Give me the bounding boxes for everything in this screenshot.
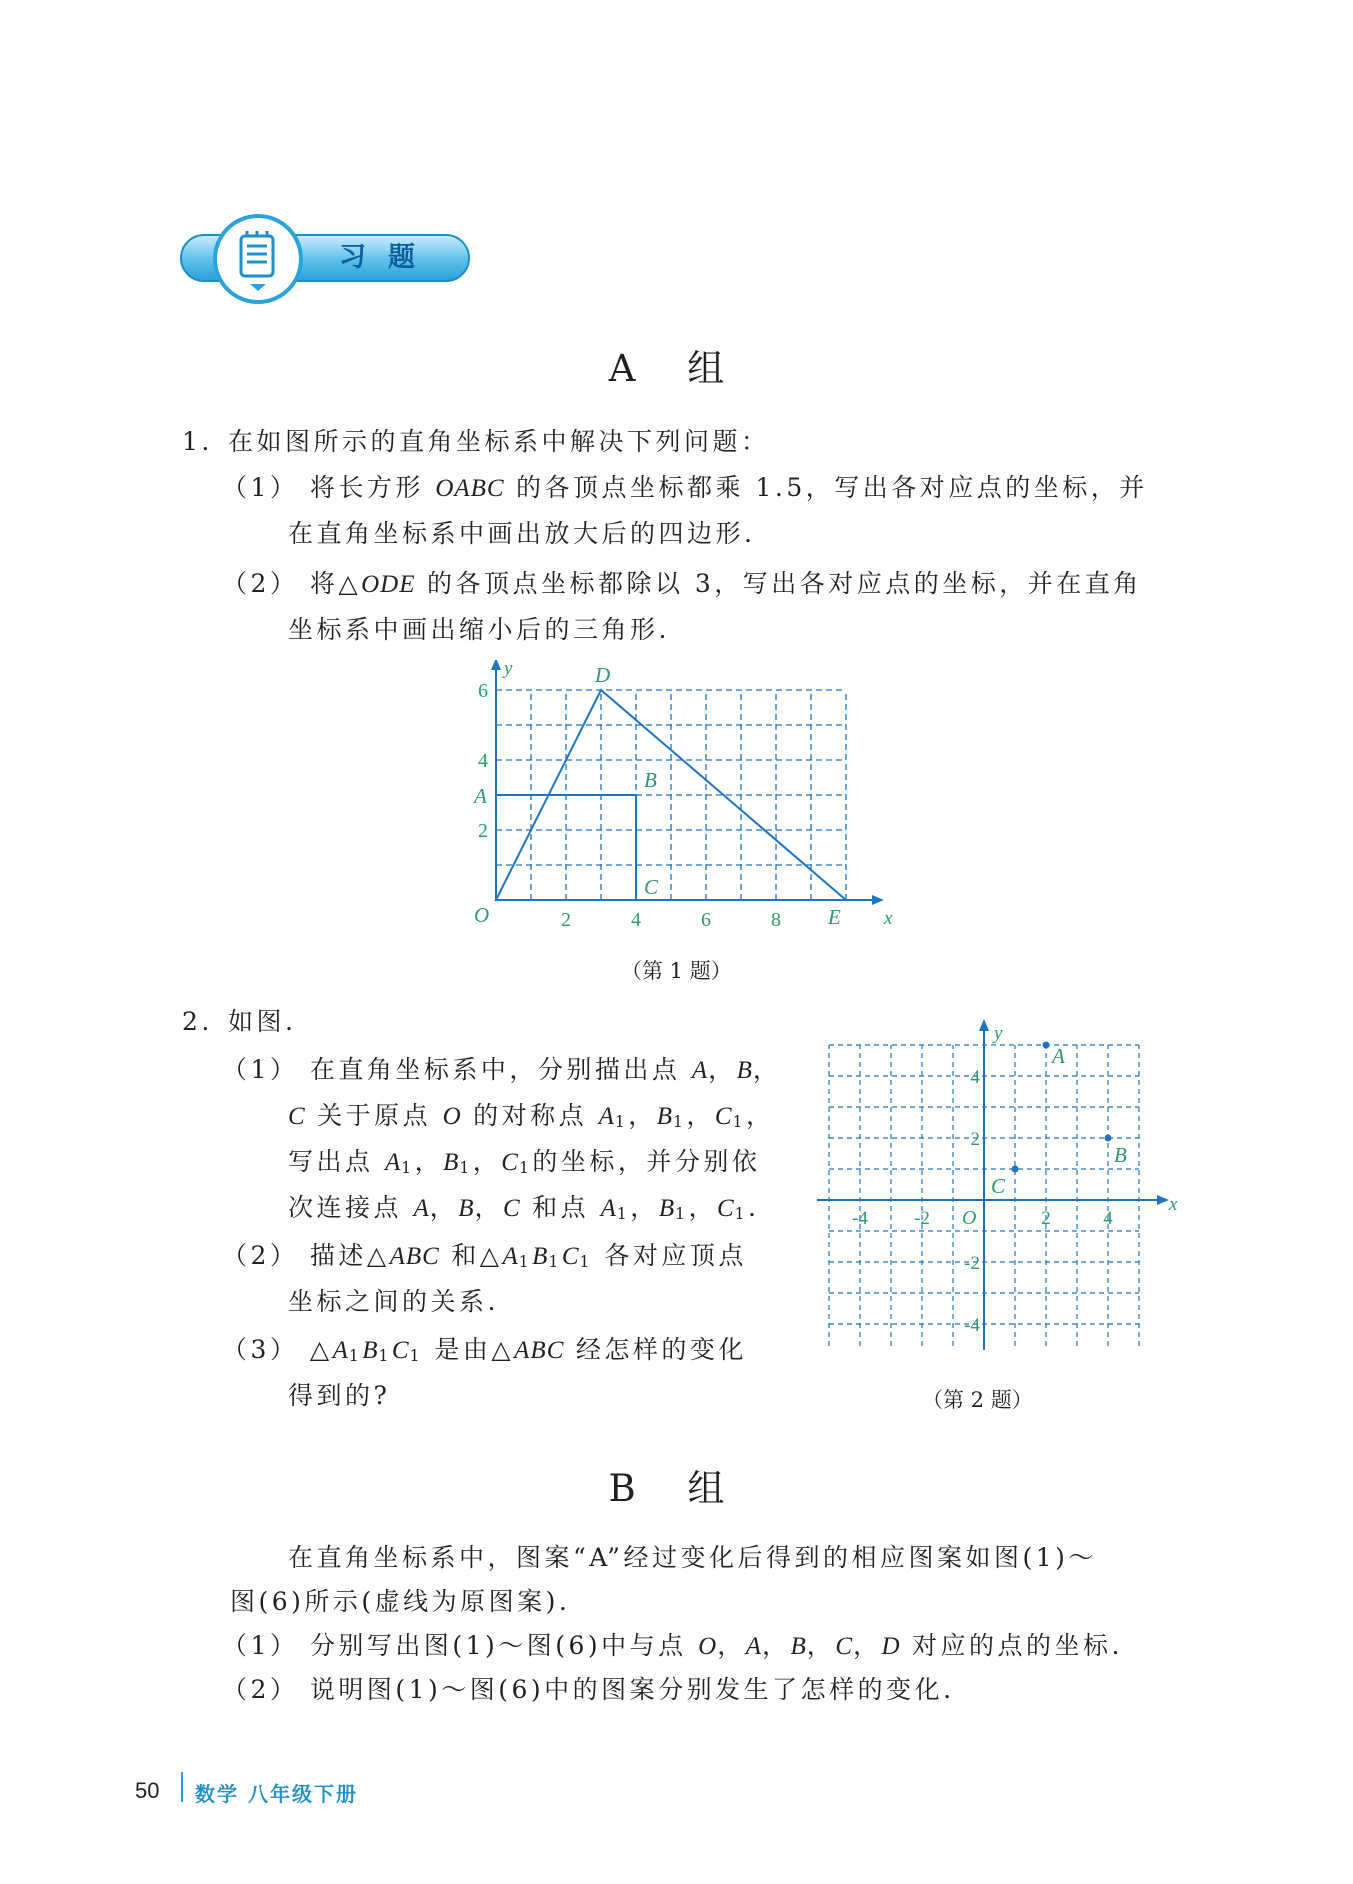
y-axis-arrow [491,660,501,670]
q1-part2-line2: 坐标系中画出缩小后的三角形. [288,615,670,644]
q2-part3-line1: （3） $\triangle A_1B_1C_1$ 是由△ABC 经怎样的变化 [222,1335,747,1365]
point-label-a: A [1052,1044,1065,1068]
banner-title: 习题 [339,242,437,273]
q1-part2-line1: （2） 将△ODE 的各顶点坐标都除以 3，写出各对应点的坐标，并在直角 [222,569,1142,598]
point-label-e: E [828,905,841,929]
figure-2-caption: （第 2 题） [922,1388,1033,1412]
q2-part1-line4: 次连接点 A，B，C 和点 $A_1$，$B_1$，$C_1$. [288,1193,760,1223]
y-tick-label: 4 [478,750,488,772]
q2-number: 2. [182,1007,213,1036]
q1-part1-line2: 在直角坐标系中画出放大后的四边形. [288,519,756,548]
q2-part2-line1: （2） 描述△ABC 和$\triangle A_1B_1C_1$ 各对应顶点 [222,1241,747,1271]
x-tick-label: 8 [771,909,781,931]
q1-part1-line1: （1） 将长方形 OABC 的各顶点坐标都乘 1.5，写出各对应点的坐标，并 [222,473,1148,502]
y-tick-label: 6 [478,680,488,702]
q2-part1-line1: （1） 在直角坐标系中，分别描出点 A，B， [222,1055,782,1084]
x-tick-label: -4 [852,1208,868,1229]
y-axis-arrow [979,1019,989,1031]
q2-part1-line3: 写出点 $A_1$，$B_1$，$C_1$的坐标，并分别依 [288,1147,761,1177]
point-b [1105,1135,1112,1142]
group-b-line4: （2） 说明图(1)～图(6)中的图案分别发生了怎样的变化. [222,1675,955,1704]
y-axis-label: y [994,1023,1003,1044]
group-b-line2: 图(6)所示(虚线为原图案). [230,1587,571,1616]
origin-label: O [962,1207,977,1229]
y-tick-label: 4 [970,1067,980,1088]
q2-part3-line2: 得到的? [288,1381,391,1410]
x-tick-label: 4 [1103,1208,1113,1229]
point-c [1012,1166,1019,1173]
q1-stem: 在如图所示的直角坐标系中解决下列问题： [228,427,770,456]
x-axis-arrow [1157,1195,1169,1205]
q1-number: 1. [182,427,213,456]
notepad-icon [213,214,303,304]
point-label-c: C [991,1174,1006,1198]
q2-part2-line2: 坐标之间的关系. [288,1287,499,1316]
q2-part1-line2: C 关于原点 O 的对称点 $A_1$，$B_1$，$C_1$， [288,1101,775,1131]
point-label-b: B [644,768,657,792]
group-b-line1: 在直角坐标系中，图案“A”经过变化后得到的相应图案如图(1)～ [288,1543,1097,1572]
figure-1-coordinate-plot [460,660,900,940]
point-label-a: A [474,784,487,808]
page-number: 50 [135,1778,160,1803]
y-axis-label: y [504,660,513,679]
q2-stem: 如图. [228,1007,297,1036]
x-axis-label: x [884,908,893,929]
point-label-b: B [1114,1143,1127,1167]
footer-book-title: 数学 八年级下册 [195,1782,358,1806]
y-tick-label: 2 [970,1129,980,1150]
figure-2-coordinate-plot [800,1000,1180,1350]
x-tick-label: 6 [701,909,711,931]
y-tick-label: -2 [964,1253,980,1274]
group-b-title: B 组 [608,1467,745,1510]
x-tick-label: 4 [631,909,641,931]
point-label-o: O [474,903,490,927]
x-axis-label: x [1169,1194,1178,1215]
point-label-d: D [595,663,611,687]
x-tick-label: -2 [914,1208,930,1229]
y-tick-label: 2 [478,820,488,842]
group-a-title: A 组 [608,347,745,390]
x-tick-label: 2 [1041,1208,1051,1229]
figure-1-caption: （第 1 题） [621,959,732,983]
x-axis-arrow [872,895,884,905]
point-label-c: C [644,875,659,899]
point-a [1043,1042,1050,1049]
y-tick-label: -4 [964,1315,980,1336]
x-tick-label: 2 [561,909,571,931]
footer-divider [181,1772,183,1802]
group-b-line3: （1） 分别写出图(1)～图(6)中与点 O，A，B，C，D 对应的点的坐标. [222,1631,1123,1660]
